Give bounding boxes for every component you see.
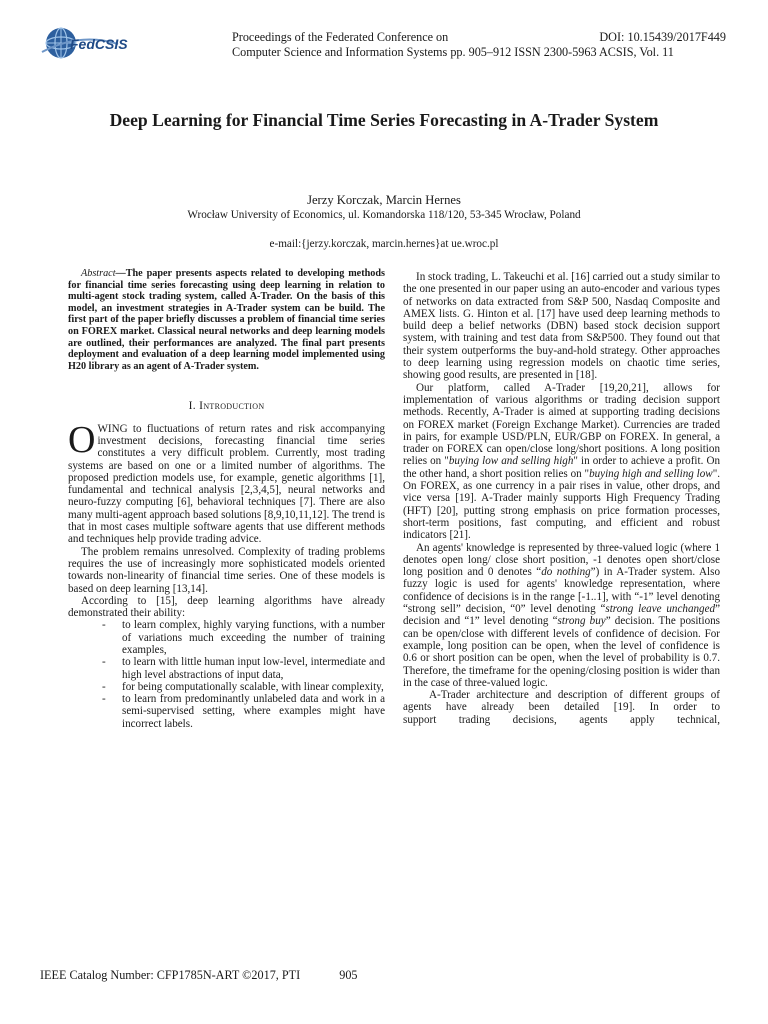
right-paragraph-1: In stock trading, L. Takeuchi et al. [16] carried out a study similar to the one presented in our paper using an auto-encoder and various types of networks on data extracted from S&P 500, Nasdaq Composite and AMEX lists. G. Hinton et al. [17] have used deep learning methods to build deep a belief networks (DBN) based stock decision support system, with training and test data from S&P500. They found out that their system outperforms the buy-and-hold strategy. Other approaches to deep learning using regression models on chaotic time series, showing good results, are presented in [18]. bbox=[403, 271, 720, 382]
abstract-label: Abstract bbox=[81, 268, 116, 279]
abstract-text: —The paper presents aspects related to developing methods for financial time series forecasting using deep learning in relation to multi-agent stock trading system, called A-Trader. On the basis of this model, an investment strategies in A-Trader system can be build. The first part of the paper briefly discusses a problem of financial time series on FOREX market. Classical neural networks and deep learning models are outlined, their performances are analyzed. The final part presents deployment and evaluation of a deep learning model implemented using H20 library as an agent of A-Trader system. bbox=[68, 268, 385, 372]
text-run: ”) in A-Trader system. Also fuzzy logic is used for agents' knowledge representation, where confidence of decisions is in the range [-1..1], with “-1” level denoting “strong sell” decision, “0” level denoting “ bbox=[403, 566, 720, 616]
right-column bbox=[403, 271, 720, 726]
right-paragraph-2 bbox=[403, 382, 720, 542]
list-item: - to learn with little human input low-level, intermediate and high level abstractions of input data, bbox=[100, 656, 385, 681]
svg-text:FedCSIS: FedCSIS bbox=[70, 36, 128, 52]
copyright: ©2017, PTI bbox=[242, 968, 301, 982]
text-run: ” decision and “1” level denoting “ bbox=[403, 603, 720, 628]
intro-paragraph-1 bbox=[68, 418, 385, 546]
paper-title: Deep Learning for Financial Time Series Forecasting in A-Trader System bbox=[109, 110, 659, 130]
intro-p1-first: WING to fluctuations of return rates and risk accompanying investment decisions, forecasting bbox=[97, 422, 385, 447]
paper-email: e-mail:{jerzy.korczak, marcin.hernes}at ue.wroc.pl bbox=[269, 238, 499, 250]
list-item: - for being computationally scalable, with linear complexity, bbox=[100, 681, 385, 693]
emphasis-text: do nothing bbox=[541, 566, 591, 579]
emphasis-text: buying high and selling low bbox=[589, 467, 713, 480]
right-paragraph-4-line1: A-Trader architecture and description of different groups of agents have already been detailed [19]. In order to bbox=[403, 689, 720, 714]
fedcsis-logo bbox=[40, 22, 128, 64]
abstract bbox=[68, 268, 385, 372]
catalog-number: IEEE Catalog Number: CFP1785N-ART bbox=[40, 968, 240, 982]
emphasis-text: strong buy bbox=[557, 615, 606, 628]
right-paragraph-4-line2: support trading decisions, agents apply technical, bbox=[403, 713, 720, 726]
text-run: " in order to achieve a profit. On the other hand, a short position relies on " bbox=[403, 455, 721, 480]
ability-list bbox=[100, 619, 385, 730]
list-item: - to learn complex, highly varying functions, with a number of variations much exceeding the number of training examples, bbox=[100, 619, 385, 656]
text-run: An agents' knowledge is represented by three-valued logic (where 1 denotes open long/ close short position, -1 denotes open short/close long position and 0 denotes “ bbox=[403, 541, 720, 579]
intro-paragraph-2: The problem remains unresolved. Complexity of trading problems requires the use of increasingly more sophisticated models oriented towards non-linearity of financial time series. One of these models is based on deep learning [13,14]. bbox=[68, 545, 385, 595]
right-paragraph-3 bbox=[403, 542, 720, 690]
text-run: Our platform, called A-Trader [19,20,21], allows for implementation of various algorithms or trading decision support methods. Recently, A-Trader is aimed at supporting trading decisions on FOREX market (Foreign Exchange Market). Currencies are traded in pairs, for example USD/PLN, EUR/GBP on FOREX. In general, a trader on FOREX can open/close long/short positions. A long position relies on " bbox=[403, 381, 720, 468]
header-conference-line2: Computer Science and Information Systems pp. 905–912 ISSN 2300-5963 ACSIS, Vol. 11 bbox=[232, 45, 674, 59]
paper-affiliation: Wrocław University of Economics, ul. Komandorska 118/120, 53-345 Wrocław, Poland bbox=[187, 209, 581, 221]
section-numeral: I. bbox=[188, 399, 196, 413]
intro-p1-rest: financial time series constitutes a very difficult problem. Currently, most trading systems are based on one or a limited number of algorithms. The proposed prediction models use, for example, genetic algorithms [1], fundamental and technical analysis [2,3,4,5], neural networks and neuro-fuzzy computing [6], behavioral techniques [7]. There are also many multi-agent approach based solutions [8,9,10,11,12]. The trend is that in most cases multiple software agents that use different methods and techniques help provide trading advice. bbox=[68, 434, 385, 546]
header-doi: DOI: 10.15439/2017F449 bbox=[599, 30, 726, 44]
page-number: 905 bbox=[339, 968, 358, 982]
emphasis-text: buying low and selling high bbox=[448, 455, 574, 468]
left-column bbox=[68, 268, 385, 730]
section-heading-introduction bbox=[68, 400, 385, 412]
intro-paragraph-3: According to [15], deep learning algorithms have already demonstrated their ability: bbox=[68, 594, 385, 620]
paper-authors: Jerzy Korczak, Marcin Hernes bbox=[307, 193, 461, 207]
section-title: Introduction bbox=[199, 399, 265, 413]
text-run: ". On FOREX, as one currency in a pair rises in value, other drops, and vice versa [19]. A-Trader mainly supports High Frequency Trading (HFT) [20], putting strong emphasis on price formation processes, short-term positions, fast computing, and efficient and robust indicators [21]. bbox=[403, 467, 720, 542]
page-footer bbox=[40, 968, 358, 983]
globe-icon bbox=[40, 22, 128, 64]
emphasis-text: strong leave unchanged bbox=[605, 603, 716, 616]
list-item: - to learn from predominantly unlabeled data and work in a semi-supervised setting, where examples might have incorrect labels. bbox=[100, 693, 385, 730]
drop-cap: O bbox=[68, 418, 96, 461]
header-conference-line1: Proceedings of the Federated Conference on bbox=[232, 30, 449, 44]
text-run: ” decision. The positions can be open/close with different levels of confidence of decision. For example, long position can be open, when the level of confidence is 0.6 or short position can be open, when the level of probability is 0.7. Therefore, the timeframe for the opening/closing position is wider than in the case of three-valued logic. bbox=[403, 615, 720, 689]
